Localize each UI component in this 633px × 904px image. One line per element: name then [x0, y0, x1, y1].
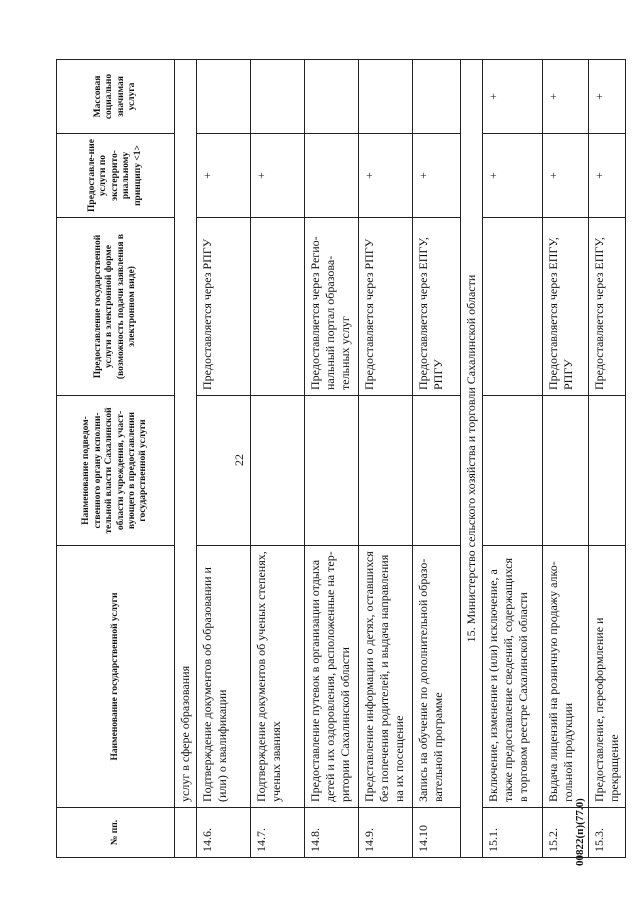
row-extraterritorial: +: [359, 134, 413, 218]
row-extraterritorial: [305, 134, 359, 218]
row-agency: [359, 396, 413, 546]
header-mass-service: Массовая социально значимая услуга: [57, 60, 175, 134]
table-row: [359, 60, 413, 858]
header-service-name: Наименование государственной услуги: [57, 546, 175, 808]
table-row: [251, 60, 305, 858]
table-row: [483, 60, 543, 858]
row-electronic: Предоставляется через ЕПГУ, РПГУ: [543, 218, 589, 396]
row-agency: [413, 396, 461, 546]
row-service-name: Предоставление путевок в организации отдыха детей и их оздоровления, расположенные на тер-ритории Сахалинской области: [305, 546, 359, 808]
row-agency: [483, 396, 543, 546]
row-mass-service: [305, 60, 359, 134]
row-service-name: Подтверждение документов об ученых степенях, ученых званиях: [251, 546, 305, 808]
table-row: [543, 60, 589, 858]
row-service-name: Представление информации о детях, оставшихся без попечения родителей, и выдача направления на их посещение: [359, 546, 413, 808]
row-mass-service: [359, 60, 413, 134]
row-mass-service: +: [589, 60, 626, 134]
row-mass-service: +: [543, 60, 589, 134]
services-table: [56, 59, 626, 858]
section-continued-title: услуг в сфере образования: [175, 60, 197, 808]
row-extraterritorial: +: [589, 134, 626, 218]
row-agency: [197, 396, 251, 546]
table-header-row: [57, 60, 175, 858]
row-num: 14.9.: [359, 808, 413, 858]
section-15-title: 15. Министерство сельского хозяйства и торговли Сахалинской области: [461, 60, 483, 858]
row-num: 14.7.: [251, 808, 305, 858]
row-num: 14.10: [413, 808, 461, 858]
row-extraterritorial: +: [251, 134, 305, 218]
header-agency: Наименование подведом-ственного органу исполни-тельной власти Сахалинской области учреждения, участ-вующего в предоставлении государственной услуги: [57, 396, 175, 546]
row-num: 14.8.: [305, 808, 359, 858]
row-service-name: Включение, изменение и (или) исключение, а также предоставление сведений, содержащихся в торговом реестре Сахалинской области: [483, 546, 543, 808]
row-num: 15.1.: [483, 808, 543, 858]
row-mass-service: [413, 60, 461, 134]
row-electronic: [251, 218, 305, 396]
row-mass-service: [197, 60, 251, 134]
table-row: [305, 60, 359, 858]
row-num: 14.6.: [197, 808, 251, 858]
section-header-row: [461, 60, 483, 858]
row-service-name: Подтверждение документов об образовании и (или) о квалификации: [197, 546, 251, 808]
row-mass-service: +: [483, 60, 543, 134]
header-num: № пп.: [57, 808, 175, 858]
row-agency: [305, 396, 359, 546]
row-electronic: Предоставляется через Регио-нальный портал образова-тельных услуг: [305, 218, 359, 396]
row-num: 15.3.: [589, 808, 626, 858]
header-extraterritorial: Предоставле-ние услуги по экстеррито-риальному принципу <1>: [57, 134, 175, 218]
row-extraterritorial: +: [197, 134, 251, 218]
row-mass-service: [251, 60, 305, 134]
row-electronic: Предоставляется через РПГУ: [359, 218, 413, 396]
row-num: 15.2.: [543, 808, 589, 858]
row-electronic: Предоставляется через РПГУ: [197, 218, 251, 396]
section-continued-row: [175, 60, 197, 858]
row-service-name: Предоставление, переоформление и прекращение: [589, 546, 626, 808]
row-extraterritorial: +: [413, 134, 461, 218]
document-code: 00822(п)(77.0): [574, 798, 586, 866]
header-electronic: Предоставление государственной услуги в электронной форме (возможность подачи заявления в электронном виде): [57, 218, 175, 396]
row-extraterritorial: +: [543, 134, 589, 218]
table-row: [197, 60, 251, 858]
row-service-name: Запись на обучение по дополнительной образо-вательной программе: [413, 546, 461, 808]
table-row: [589, 60, 626, 858]
row-electronic: Предоставляется через ЕПГУ, РПГУ: [413, 218, 461, 396]
row-agency: [589, 396, 626, 546]
table-row: [413, 60, 461, 858]
page-number: 22: [232, 454, 246, 466]
row-extraterritorial: +: [483, 134, 543, 218]
row-electronic: Предоставляется через ЕПГУ,: [589, 218, 626, 396]
row-electronic: [483, 218, 543, 396]
row-service-name: Выдача лицензий на розничную продажу алко-гольной продукции: [543, 546, 589, 808]
row-agency: [251, 396, 305, 546]
row-agency: [543, 396, 589, 546]
